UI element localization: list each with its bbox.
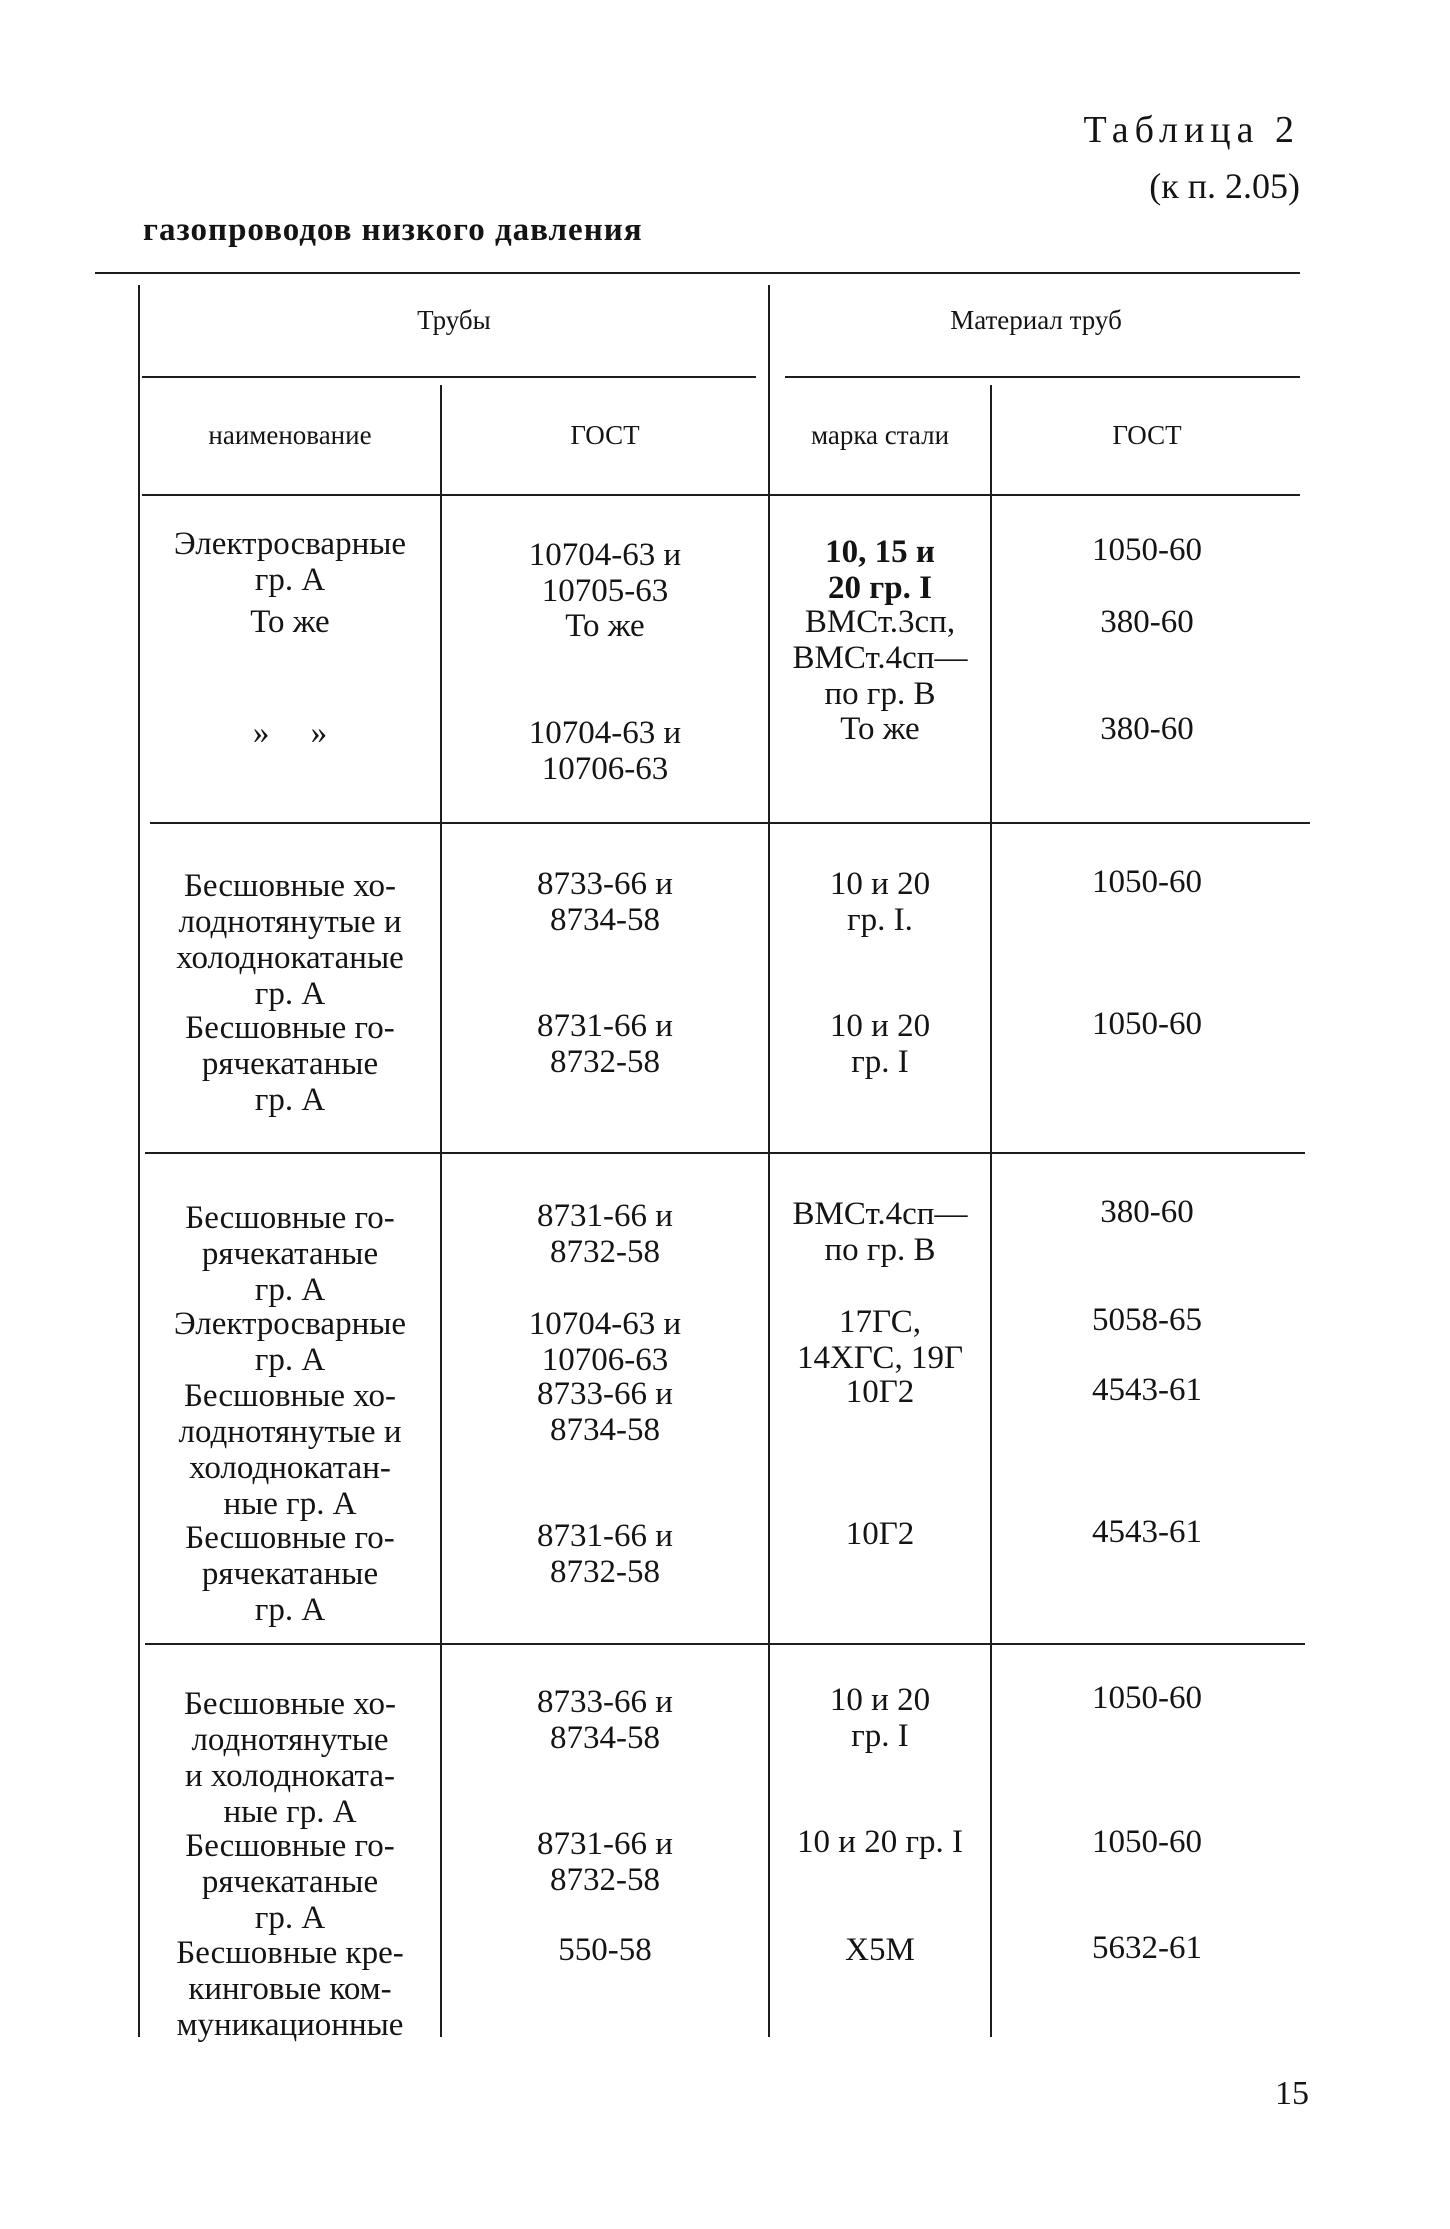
table-cell: Бесшовные кре- кинговые ком- муникационные <box>176 1935 404 2043</box>
table-cell: 10Г2 <box>845 1516 915 1552</box>
table-cell: 1050-60 <box>1092 864 1202 900</box>
table-cell: 8731-66 и 8732-58 <box>537 1518 673 1590</box>
header-steel-grade: марка стали <box>810 420 950 450</box>
table-cell: 17ГС, 14ХГС, 19Г <box>796 1304 964 1376</box>
table-cell: 10704-63 и 10706-63 <box>528 715 682 787</box>
col-divider-3 <box>990 385 992 2037</box>
left-border <box>138 285 140 2037</box>
table-cell: » » <box>252 715 328 751</box>
table-cell: 8733-66 и 8734-58 <box>537 1684 673 1756</box>
table-cell: 1050-60 <box>1092 532 1202 568</box>
group-rule-3 <box>145 1643 1305 1645</box>
table-subtitle: газопроводов низкого давления <box>143 212 643 248</box>
table-cell: 8731-66 и 8732-58 <box>537 1008 673 1080</box>
table-cell: 10704-63 и 10706-63 <box>528 1306 682 1378</box>
table-cell: Бесшовные го- рячекатаные гр. А <box>185 1828 395 1936</box>
table-cell: 10 и 20 гр. I <box>829 1008 931 1080</box>
header-trubi: Трубы <box>417 305 491 335</box>
page-number: 15 <box>1275 2075 1309 2112</box>
table-cell: Х5М <box>845 1932 915 1968</box>
table-cell: То же <box>565 608 645 644</box>
table-cell: 380-60 <box>1100 604 1194 640</box>
table-cell: 8733-66 и 8734-58 <box>537 1376 673 1448</box>
table-cell: 10 и 20 гр. I <box>829 1682 931 1754</box>
table-cell: Бесшовные го- рячекатаные гр. А <box>185 1010 395 1118</box>
table-cell: 8731-66 и 8732-58 <box>537 1198 673 1270</box>
table-cell: Бесшовные хо- лоднотянутые и холодноката- ные гр. А <box>183 1686 397 1830</box>
table-cell: 380-60 <box>1100 711 1194 747</box>
table-cell: 380-60 <box>1100 1194 1194 1230</box>
group-header-rule-left <box>142 376 756 378</box>
table-cell: 4543-61 <box>1092 1514 1202 1550</box>
table-cell: ВМСт.3сп, ВМСт.4сп— по гр. В <box>792 604 968 712</box>
table-cell: 1050-60 <box>1092 1680 1202 1716</box>
table-cell: 4543-61 <box>1092 1372 1202 1408</box>
table-cell: 1050-60 <box>1092 1824 1202 1860</box>
table-cell: Бесшовные го- рячекатаные гр. А <box>185 1520 395 1628</box>
table-cell: 5058-65 <box>1092 1302 1202 1338</box>
group-rule-2 <box>145 1152 1305 1154</box>
table-cell: Бесшовные хо- лоднотянутые и холоднокатаные гр. А <box>176 868 404 1012</box>
table-cell: Электросварные гр. А <box>173 526 407 598</box>
table-cell: 10 и 20 гр. I <box>797 1824 963 1860</box>
header-material: Материал труб <box>950 305 1122 335</box>
group-header-rule-right <box>785 376 1300 378</box>
group-rule-1 <box>150 822 1310 824</box>
table-cell: 10, 15 и 20 гр. I <box>825 534 935 606</box>
table-cell: 10704-63 и 10705-63 <box>528 537 682 609</box>
table-cell: 8733-66 и 8734-58 <box>537 866 673 938</box>
table-cell: 10Г2 <box>845 1374 915 1410</box>
table-cell: Электросварные гр. А <box>173 1306 407 1378</box>
header-gost: ГОСТ <box>570 420 640 450</box>
table-cell: Бесшовные хо- лоднотянутые и холоднокатан- ные гр. А <box>178 1378 402 1522</box>
header-material-gost: ГОСТ <box>1112 420 1182 450</box>
table-cell: ВМСт.4сп— по гр. В <box>792 1196 968 1268</box>
table-cell: Бесшовные го- рячекатаные гр. А <box>185 1200 395 1308</box>
table-cell: То же <box>250 604 330 640</box>
group-divider <box>768 285 770 2037</box>
table-label: Таблица 2 <box>1083 109 1300 151</box>
table-cell: 550-58 <box>558 1932 652 1968</box>
col-divider-1 <box>440 385 442 2037</box>
top-rule <box>95 272 1300 274</box>
header-name: наименование <box>208 420 372 450</box>
table-cell: 5632-61 <box>1092 1930 1202 1966</box>
table-cell: То же <box>840 711 920 747</box>
table-cell: 8731-66 и 8732-58 <box>537 1826 673 1898</box>
header-bottom-rule <box>142 494 1300 496</box>
table-cell: 1050-60 <box>1092 1006 1202 1042</box>
table-cell: 10 и 20 гр. I. <box>829 866 931 938</box>
table-reference: (к п. 2.05) <box>1149 166 1300 206</box>
